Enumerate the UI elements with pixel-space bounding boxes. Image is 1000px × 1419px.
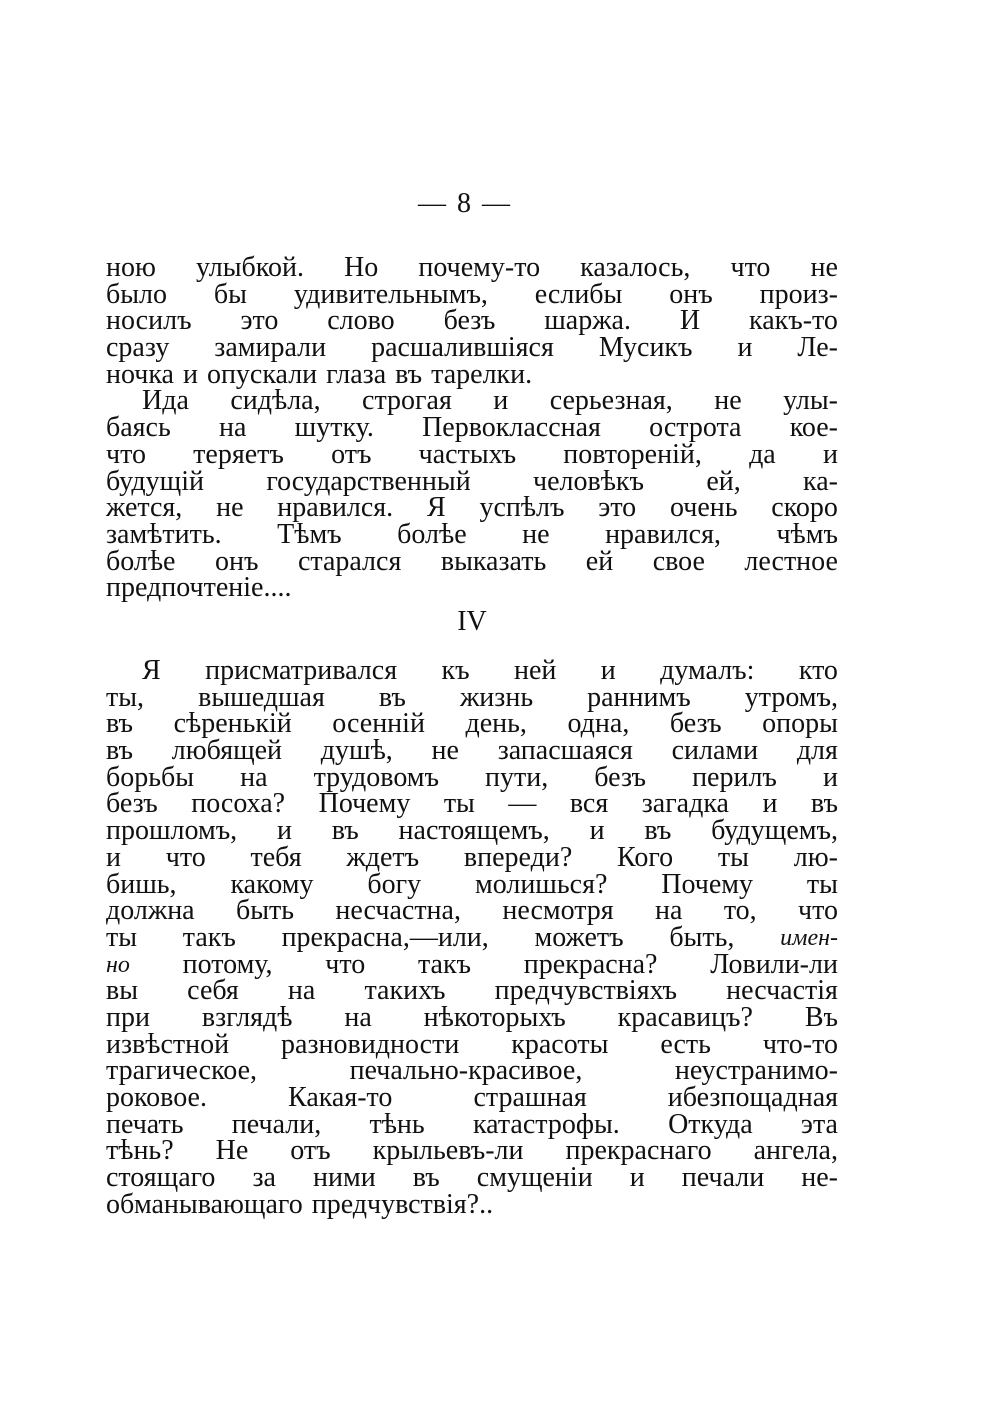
word: запасшаяся	[497, 735, 633, 767]
word: молишься?	[475, 868, 608, 900]
chapter-heading: IV	[457, 606, 487, 637]
word: Какая-то	[288, 1082, 393, 1113]
word: казалось,	[580, 252, 691, 283]
word: разновидности	[281, 1028, 460, 1060]
word: нѣкоторыхъ	[423, 1001, 566, 1033]
word: Я	[142, 655, 161, 686]
word: повтореній,	[563, 438, 702, 470]
word: должна	[106, 895, 195, 927]
text-line	[106, 708, 838, 740]
word: и	[629, 1162, 645, 1194]
word: улы-	[783, 385, 838, 417]
word: Первоклассная	[422, 412, 601, 444]
word: Мусикъ	[598, 332, 693, 364]
word: стоящаго	[106, 1162, 216, 1194]
word: расшалившіяся	[371, 332, 554, 364]
word: прошломъ,	[106, 815, 238, 847]
word: такъ	[417, 948, 472, 980]
word: быть,	[669, 921, 735, 953]
text-line	[106, 412, 838, 444]
word: предчувствіяхъ	[494, 975, 677, 1007]
text-line	[106, 761, 838, 793]
word: прекраснаго	[565, 1135, 712, 1167]
word: что-то	[762, 1028, 838, 1060]
word: успѣлъ	[479, 492, 565, 524]
word: ты	[106, 921, 138, 953]
text-line	[106, 1082, 838, 1113]
word: безъ	[669, 708, 722, 740]
word: несчастна,	[335, 895, 461, 927]
paragraph	[106, 385, 838, 604]
text-column-bottom	[106, 655, 838, 1220]
word: Не	[215, 1135, 249, 1167]
word: вышедшая	[198, 681, 325, 713]
word: что	[325, 948, 366, 980]
word: опоры	[762, 708, 838, 740]
word: и	[737, 332, 753, 364]
word: болѣе	[397, 518, 467, 550]
text-line	[106, 1162, 838, 1194]
word: на	[287, 975, 316, 1007]
word: лю-	[793, 841, 838, 873]
text-line	[106, 655, 838, 686]
word: ждетъ	[346, 841, 420, 873]
word: сразу	[106, 332, 170, 364]
word: и	[822, 761, 838, 793]
word: серьезная,	[549, 385, 673, 417]
word: прекрасна?	[523, 948, 658, 980]
word: тарелки.	[431, 358, 533, 390]
word: впереди?	[463, 841, 573, 873]
text-line	[106, 332, 838, 364]
text-line	[106, 545, 838, 577]
word: ангела,	[753, 1135, 838, 1167]
word: и	[822, 438, 838, 470]
word: и	[589, 815, 605, 847]
word: Въ	[804, 1001, 838, 1033]
word: осенній	[332, 708, 425, 740]
word: старался	[297, 545, 402, 577]
word: скоро	[771, 492, 838, 524]
word: на	[218, 412, 247, 444]
page-number: — 8 —	[418, 188, 512, 219]
paragraph	[106, 655, 838, 1220]
word: ною	[106, 252, 156, 283]
word: слово	[327, 305, 395, 337]
text-line	[106, 788, 838, 820]
text-line	[106, 735, 838, 767]
word: удивительнымъ,	[293, 278, 488, 310]
word: Я	[426, 492, 446, 524]
word: перилъ	[692, 761, 777, 793]
word: къ	[441, 655, 470, 686]
word: опускали	[206, 358, 318, 390]
word: это	[598, 492, 637, 524]
text-line	[106, 438, 838, 470]
word: ты,	[106, 681, 145, 713]
word: день,	[465, 708, 527, 740]
word: —	[508, 788, 537, 820]
word: Кого	[617, 841, 674, 873]
word: не	[810, 252, 838, 283]
word: ночка	[106, 358, 174, 390]
word: бишь,	[106, 868, 177, 900]
word: смущеніи	[476, 1162, 593, 1194]
word: прекрасна,—или,	[281, 921, 489, 953]
word: печали	[681, 1162, 765, 1194]
word: красавицъ?	[617, 1001, 753, 1033]
word: шаржа.	[544, 305, 631, 337]
word: извѣстной	[106, 1028, 230, 1060]
word: выказать	[440, 545, 547, 577]
text-line	[106, 1028, 838, 1060]
text-line	[106, 278, 838, 310]
word: роковое.	[106, 1082, 207, 1113]
word: въ	[106, 708, 134, 740]
word: будущемъ,	[711, 815, 838, 847]
word: частыхъ	[418, 438, 517, 470]
word: на	[344, 1001, 372, 1033]
word: Но	[344, 252, 379, 283]
word: тѣнь	[369, 1108, 425, 1140]
word: имен-	[780, 924, 838, 951]
word: государственный	[266, 465, 471, 497]
word: печали,	[231, 1108, 322, 1140]
word: будущій	[106, 465, 204, 497]
word: печать	[106, 1108, 184, 1140]
text-line	[106, 895, 838, 927]
word: ибезпощадная	[667, 1082, 838, 1113]
word: какъ-то	[749, 305, 838, 337]
word: онъ	[214, 545, 259, 577]
word: въ	[378, 681, 406, 713]
text-line	[106, 1108, 838, 1140]
word: онъ	[669, 278, 713, 310]
word: острота	[649, 412, 742, 444]
word: ей,	[706, 465, 741, 497]
word: потому,	[182, 948, 273, 980]
word: взглядѣ	[201, 1001, 293, 1033]
word: баясь	[106, 412, 171, 444]
word: за	[252, 1162, 276, 1194]
word: Ле-	[797, 332, 838, 364]
word: жизнь	[459, 681, 534, 713]
word: ними	[313, 1162, 376, 1194]
word: что	[106, 438, 146, 470]
word: предпочтеніе....	[106, 572, 292, 604]
word: въ	[331, 815, 359, 847]
word: безъ	[594, 761, 647, 793]
word: въ	[810, 788, 838, 820]
word: въ	[644, 815, 672, 847]
text-line	[106, 681, 838, 713]
word: ты	[806, 868, 838, 900]
word: ей	[585, 545, 614, 577]
word: въ	[106, 735, 134, 767]
word: и	[493, 385, 509, 417]
text-line	[106, 305, 838, 337]
text-line	[106, 948, 838, 980]
text-line	[106, 841, 838, 873]
text-line	[106, 1188, 838, 1220]
word: да	[749, 438, 776, 470]
word: такихъ	[364, 975, 446, 1007]
word: свое	[652, 545, 705, 577]
word: то,	[723, 895, 757, 927]
word: силами	[671, 735, 759, 767]
word: очень	[669, 492, 738, 524]
text-column-top	[106, 252, 838, 604]
word: Откуда	[668, 1108, 753, 1140]
word: кое-	[789, 412, 838, 444]
word: и	[600, 655, 616, 686]
word: произ-	[759, 278, 838, 310]
word: Ловили-ли	[710, 948, 838, 980]
word: глаза	[326, 358, 387, 390]
word: загадка	[641, 788, 729, 820]
word: почему-то	[418, 252, 541, 283]
word: сѣренькій	[173, 708, 292, 740]
word: предчувствія?..	[311, 1188, 494, 1220]
word: несчастія	[726, 975, 838, 1007]
text-line	[106, 358, 838, 390]
word: человѣкъ	[533, 465, 644, 497]
word: тебя	[250, 841, 302, 873]
word: но	[106, 951, 130, 978]
word: не	[216, 492, 244, 524]
word: и	[762, 788, 778, 820]
word: отъ	[290, 1135, 331, 1167]
word: замѣтить.	[106, 518, 222, 550]
word: болѣе	[106, 545, 176, 577]
word: нравился.	[277, 492, 394, 524]
text-line	[106, 1001, 838, 1033]
word: утромъ,	[744, 681, 838, 713]
word: Ида	[142, 385, 189, 417]
word: при	[106, 1001, 150, 1033]
word: несмотря	[502, 895, 614, 927]
word: тѣнь?	[106, 1135, 174, 1167]
word: носилъ	[106, 305, 192, 337]
word: можетъ	[534, 921, 624, 953]
word: не	[714, 385, 742, 417]
word: нравился,	[605, 518, 721, 550]
word: Почему	[661, 868, 754, 900]
word: и	[276, 815, 292, 847]
word: Тѣмъ	[277, 518, 342, 550]
word: печально-красивое,	[349, 1055, 583, 1087]
text-line	[106, 1135, 838, 1167]
word: было	[106, 278, 168, 310]
word: себя	[187, 975, 239, 1007]
text-line	[106, 1055, 838, 1087]
word: одна,	[567, 708, 630, 740]
word: замирали	[214, 332, 327, 364]
word: отъ	[331, 438, 372, 470]
text-line	[106, 518, 838, 550]
word: улыбкой.	[196, 252, 304, 283]
word: бы	[213, 278, 247, 310]
word: сидѣла,	[230, 385, 321, 417]
text-line	[106, 815, 838, 847]
word: ка-	[803, 465, 838, 497]
text-line	[106, 572, 838, 604]
word: думалъ:	[660, 655, 755, 686]
word: посоха?	[191, 788, 286, 820]
word: Почему	[318, 788, 411, 820]
word: любящей	[171, 735, 283, 767]
word: что	[798, 895, 838, 927]
word: не	[522, 518, 550, 550]
paragraph	[106, 252, 838, 390]
word: еслибы	[534, 278, 623, 310]
word: не	[431, 735, 459, 767]
word: безъ	[106, 788, 158, 820]
word: неустранимо-	[674, 1055, 838, 1087]
word: лестное	[744, 545, 838, 577]
word: на	[655, 895, 683, 927]
word: ней	[513, 655, 557, 686]
word: крыльевъ-ли	[372, 1135, 524, 1167]
text-line	[106, 868, 838, 900]
word: шутку.	[294, 412, 374, 444]
word: красоты	[511, 1028, 609, 1060]
text-line	[106, 385, 838, 417]
word: раннимъ	[587, 681, 691, 713]
word: чѣмъ	[776, 518, 838, 550]
word: что	[730, 252, 771, 283]
word: И	[679, 305, 701, 337]
word: что	[165, 841, 206, 873]
text-line	[106, 465, 838, 497]
word: трудовомъ	[313, 761, 439, 793]
word: эта	[800, 1108, 838, 1140]
word: борьбы	[106, 761, 195, 793]
word: ты	[443, 788, 475, 820]
word: такъ	[182, 921, 236, 953]
word: душѣ,	[320, 735, 393, 767]
word: присматривался	[205, 655, 398, 686]
word: катастрофы.	[472, 1108, 620, 1140]
word: есть	[660, 1028, 711, 1060]
text-line	[106, 252, 838, 283]
word: не-	[801, 1162, 838, 1194]
word: и	[106, 841, 121, 873]
word: страшная	[473, 1082, 587, 1113]
word: кто	[798, 655, 838, 686]
word: для	[796, 735, 838, 767]
word: трагическое,	[106, 1055, 258, 1087]
word: въ	[412, 1162, 440, 1194]
word: пути,	[485, 761, 549, 793]
word: безъ	[443, 305, 496, 337]
word: вся	[569, 788, 609, 820]
word: теряетъ	[193, 438, 284, 470]
word: настоящемъ,	[398, 815, 550, 847]
text-line	[106, 975, 838, 1007]
text-line	[106, 921, 838, 953]
word: обманывающаго	[106, 1188, 303, 1220]
word: быть	[235, 895, 295, 927]
word: строгая	[362, 385, 452, 417]
word: жется,	[106, 492, 183, 524]
word: на	[240, 761, 268, 793]
word: какому	[230, 868, 314, 900]
word: ты	[717, 841, 749, 873]
text-line	[106, 492, 838, 524]
word: богу	[367, 868, 422, 900]
word: вы	[106, 975, 139, 1007]
word: и	[182, 358, 198, 390]
word: въ	[395, 358, 423, 390]
word: это	[240, 305, 279, 337]
